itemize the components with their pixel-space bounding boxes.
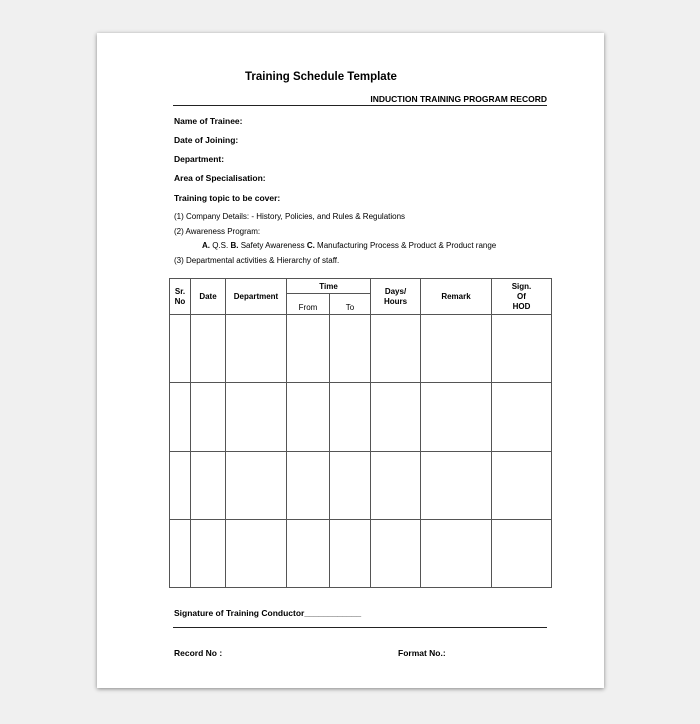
table-cell	[371, 519, 421, 587]
table-cell	[170, 383, 191, 451]
table-cell	[421, 383, 492, 451]
table-cell	[330, 519, 371, 587]
table-cell	[191, 315, 226, 383]
table-cell	[170, 451, 191, 519]
table-cell	[170, 315, 191, 383]
table-cell	[191, 383, 226, 451]
format-no: Format No.:	[398, 648, 446, 658]
table-cell	[421, 315, 492, 383]
header-sign-line3: HOD	[512, 301, 531, 311]
table-row	[170, 451, 552, 519]
header-days-line2: Hours	[383, 296, 408, 306]
signature-of-training-conductor: Signature of Training Conductor____________	[174, 608, 362, 618]
table-cell	[226, 519, 287, 587]
field-name-of-trainee: Name of Trainee:	[174, 116, 243, 126]
header-time: Time	[287, 279, 371, 294]
footer-rule	[173, 627, 547, 628]
header-time-to: To	[330, 294, 371, 315]
header-department: Department	[226, 279, 287, 315]
table-cell	[170, 519, 191, 587]
training-schedule-table	[169, 278, 552, 588]
table-cell	[371, 451, 421, 519]
topic-item-1: (1) Company Details: - History, Policies, and Rules & Regulations	[174, 212, 406, 221]
table-body	[170, 315, 552, 588]
header-time-from: From	[287, 294, 330, 315]
table-row	[170, 519, 552, 587]
header-date: Date	[191, 279, 226, 315]
field-training-topic: Training topic to be cover:	[174, 193, 281, 203]
heading-rule	[173, 105, 547, 106]
table-cell	[492, 315, 552, 383]
table-cell	[226, 383, 287, 451]
table-cell	[492, 519, 552, 587]
table-cell	[287, 383, 330, 451]
header-sign-line1: Sign.	[511, 281, 532, 291]
table-cell	[492, 383, 552, 451]
sub-letter-a: A.	[202, 241, 210, 250]
table-cell	[287, 315, 330, 383]
table-cell	[287, 451, 330, 519]
table-row	[170, 315, 552, 383]
table-cell	[226, 451, 287, 519]
sub-letter-c: C.	[304, 241, 315, 250]
field-area-of-specialisation: Area of Specialisation:	[174, 173, 266, 183]
header-remark: Remark	[421, 279, 492, 315]
table-cell	[191, 519, 226, 587]
sub-text-a: Q.S.	[210, 241, 229, 250]
table-cell	[371, 383, 421, 451]
table-header-row	[170, 279, 552, 294]
table-cell	[492, 451, 552, 519]
table-cell	[421, 519, 492, 587]
topic-item-3: (3) Departmental activities & Hierarchy of staff.	[174, 256, 340, 265]
table-cell	[330, 315, 371, 383]
header-sr-no	[170, 279, 191, 315]
header-sign-of-hod	[492, 279, 552, 315]
document-page	[97, 33, 604, 688]
header-sign-line2: Of	[517, 291, 526, 301]
table-cell	[330, 451, 371, 519]
table-cell	[226, 315, 287, 383]
header-sr-line1: Sr.	[174, 286, 186, 296]
sub-text-b: Safety Awareness	[238, 241, 305, 250]
table-row	[170, 383, 552, 451]
table-cell	[371, 315, 421, 383]
record-heading: INDUCTION TRAINING PROGRAM RECORD	[370, 94, 547, 104]
header-sr-line2: No	[174, 296, 186, 306]
header-days-hours	[371, 279, 421, 315]
sub-text-c: Manufacturing Process & Product & Product range	[314, 241, 497, 250]
table-cell	[191, 451, 226, 519]
sub-letter-b: B.	[228, 241, 239, 250]
table-cell	[421, 451, 492, 519]
topic-item-2-sub	[202, 241, 496, 250]
table-cell	[287, 519, 330, 587]
header-days-line1: Days/	[384, 286, 407, 296]
table-cell	[330, 383, 371, 451]
record-no: Record No :	[174, 648, 223, 658]
document-title: Training Schedule Template	[245, 71, 397, 83]
field-date-of-joining: Date of Joining:	[174, 135, 239, 145]
topic-item-2: (2) Awareness Program:	[174, 227, 261, 236]
field-department: Department:	[174, 154, 225, 164]
